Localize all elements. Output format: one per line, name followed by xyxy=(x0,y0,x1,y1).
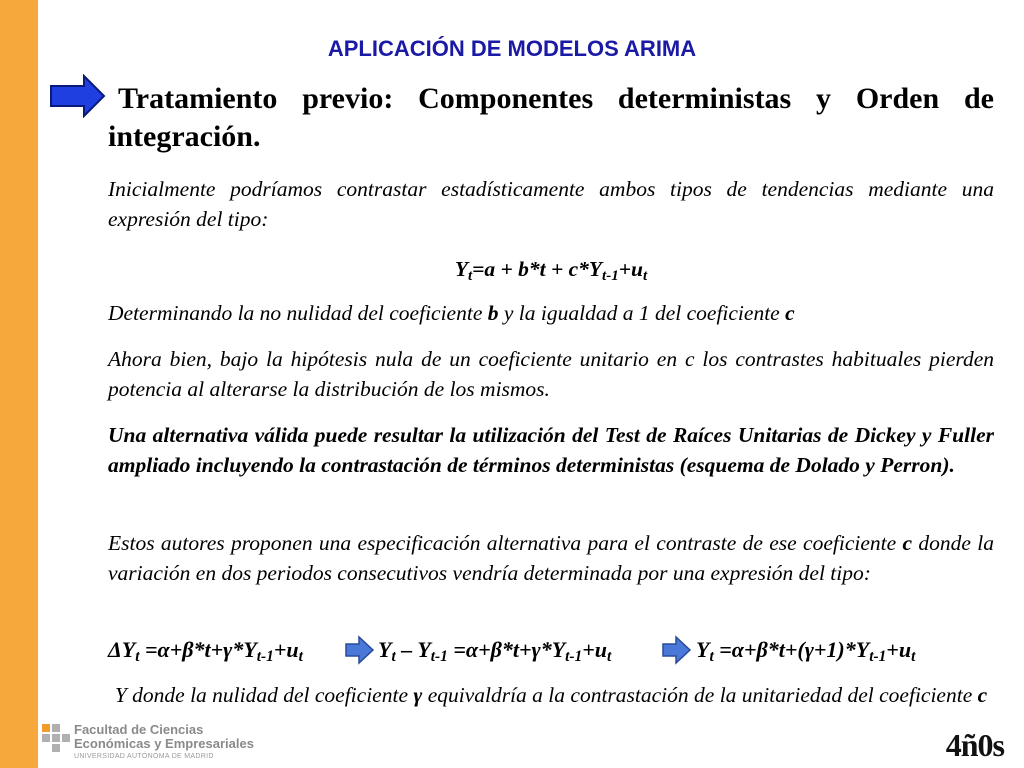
faculty-logo xyxy=(42,722,262,768)
right-arrow-icon xyxy=(345,635,375,665)
paragraph-alternativa: Una alternativa válida puede resultar la utilización del Test de Raíces Unitarias de Dickey y Fuller ampliado incluyendo la contrastación de términos deterministas (esquema de Dolado y Perron). xyxy=(108,423,994,477)
equation-row xyxy=(108,635,994,669)
slide-heading: Tratamiento previo: Componentes deterministas y Orden de integración. xyxy=(108,82,994,153)
main-equation: $Y_t=a + b*t + c*Y_{t-1}+u_t$ xyxy=(454,257,648,284)
right-arrow-icon xyxy=(50,74,106,118)
orange-side-bar xyxy=(0,0,38,768)
equation-level: $Y_t =\alpha+\beta*t+(\gamma+1)*Y_{t-1}+u_t$ xyxy=(696,637,916,665)
logo-text-line2: Económicas y Empresariales xyxy=(74,736,254,751)
logo-text-line3: UNIVERSIDAD AUTÓNOMA DE MADRID xyxy=(74,753,214,760)
brand-mark: 4ñ0s xyxy=(945,727,1004,763)
logo-text-line1: Facultad de Ciencias xyxy=(74,722,204,737)
closing-paragraph: Y donde la nulidad del coeficiente γ equivaldría a la contrastación de la unitariedad del coeficiente c xyxy=(114,683,988,707)
right-arrow-icon xyxy=(662,635,692,665)
paragraph-estos-autores: Estos autores proponen una especificación alternativa para el contraste de ese coeficiente c donde la variación en dos periodos consecutivos vendría determinada por una expresión del tipo: xyxy=(108,531,994,585)
paragraph-intro: Inicialmente podríamos contrastar estadísticamente ambos tipos de tendencias mediante una expresión del tipo: xyxy=(108,177,994,231)
slide-title: APLICACIÓN DE MODELOS ARIMA xyxy=(327,36,697,61)
logo-mark-icon xyxy=(42,724,70,752)
paragraph-determinando: Determinando la no nulidad del coeficiente b y la igualdad a 1 del coeficiente c xyxy=(108,301,795,325)
equation-difference: $Y_t - Y_{t-1} =\alpha+\beta*t+\gamma*Y_{t-1}+u_t$ xyxy=(378,637,612,665)
equation-delta: $\Delta Y_t =\alpha+\beta*t+\gamma*Y_{t-1}+u_t$ xyxy=(108,637,303,665)
paragraph-ahora-bien: Ahora bien, bajo la hipótesis nula de un coeficiente unitario en c los contrastes habituales pierden potencia al alterarse la distribución de los mismos. xyxy=(108,347,994,401)
